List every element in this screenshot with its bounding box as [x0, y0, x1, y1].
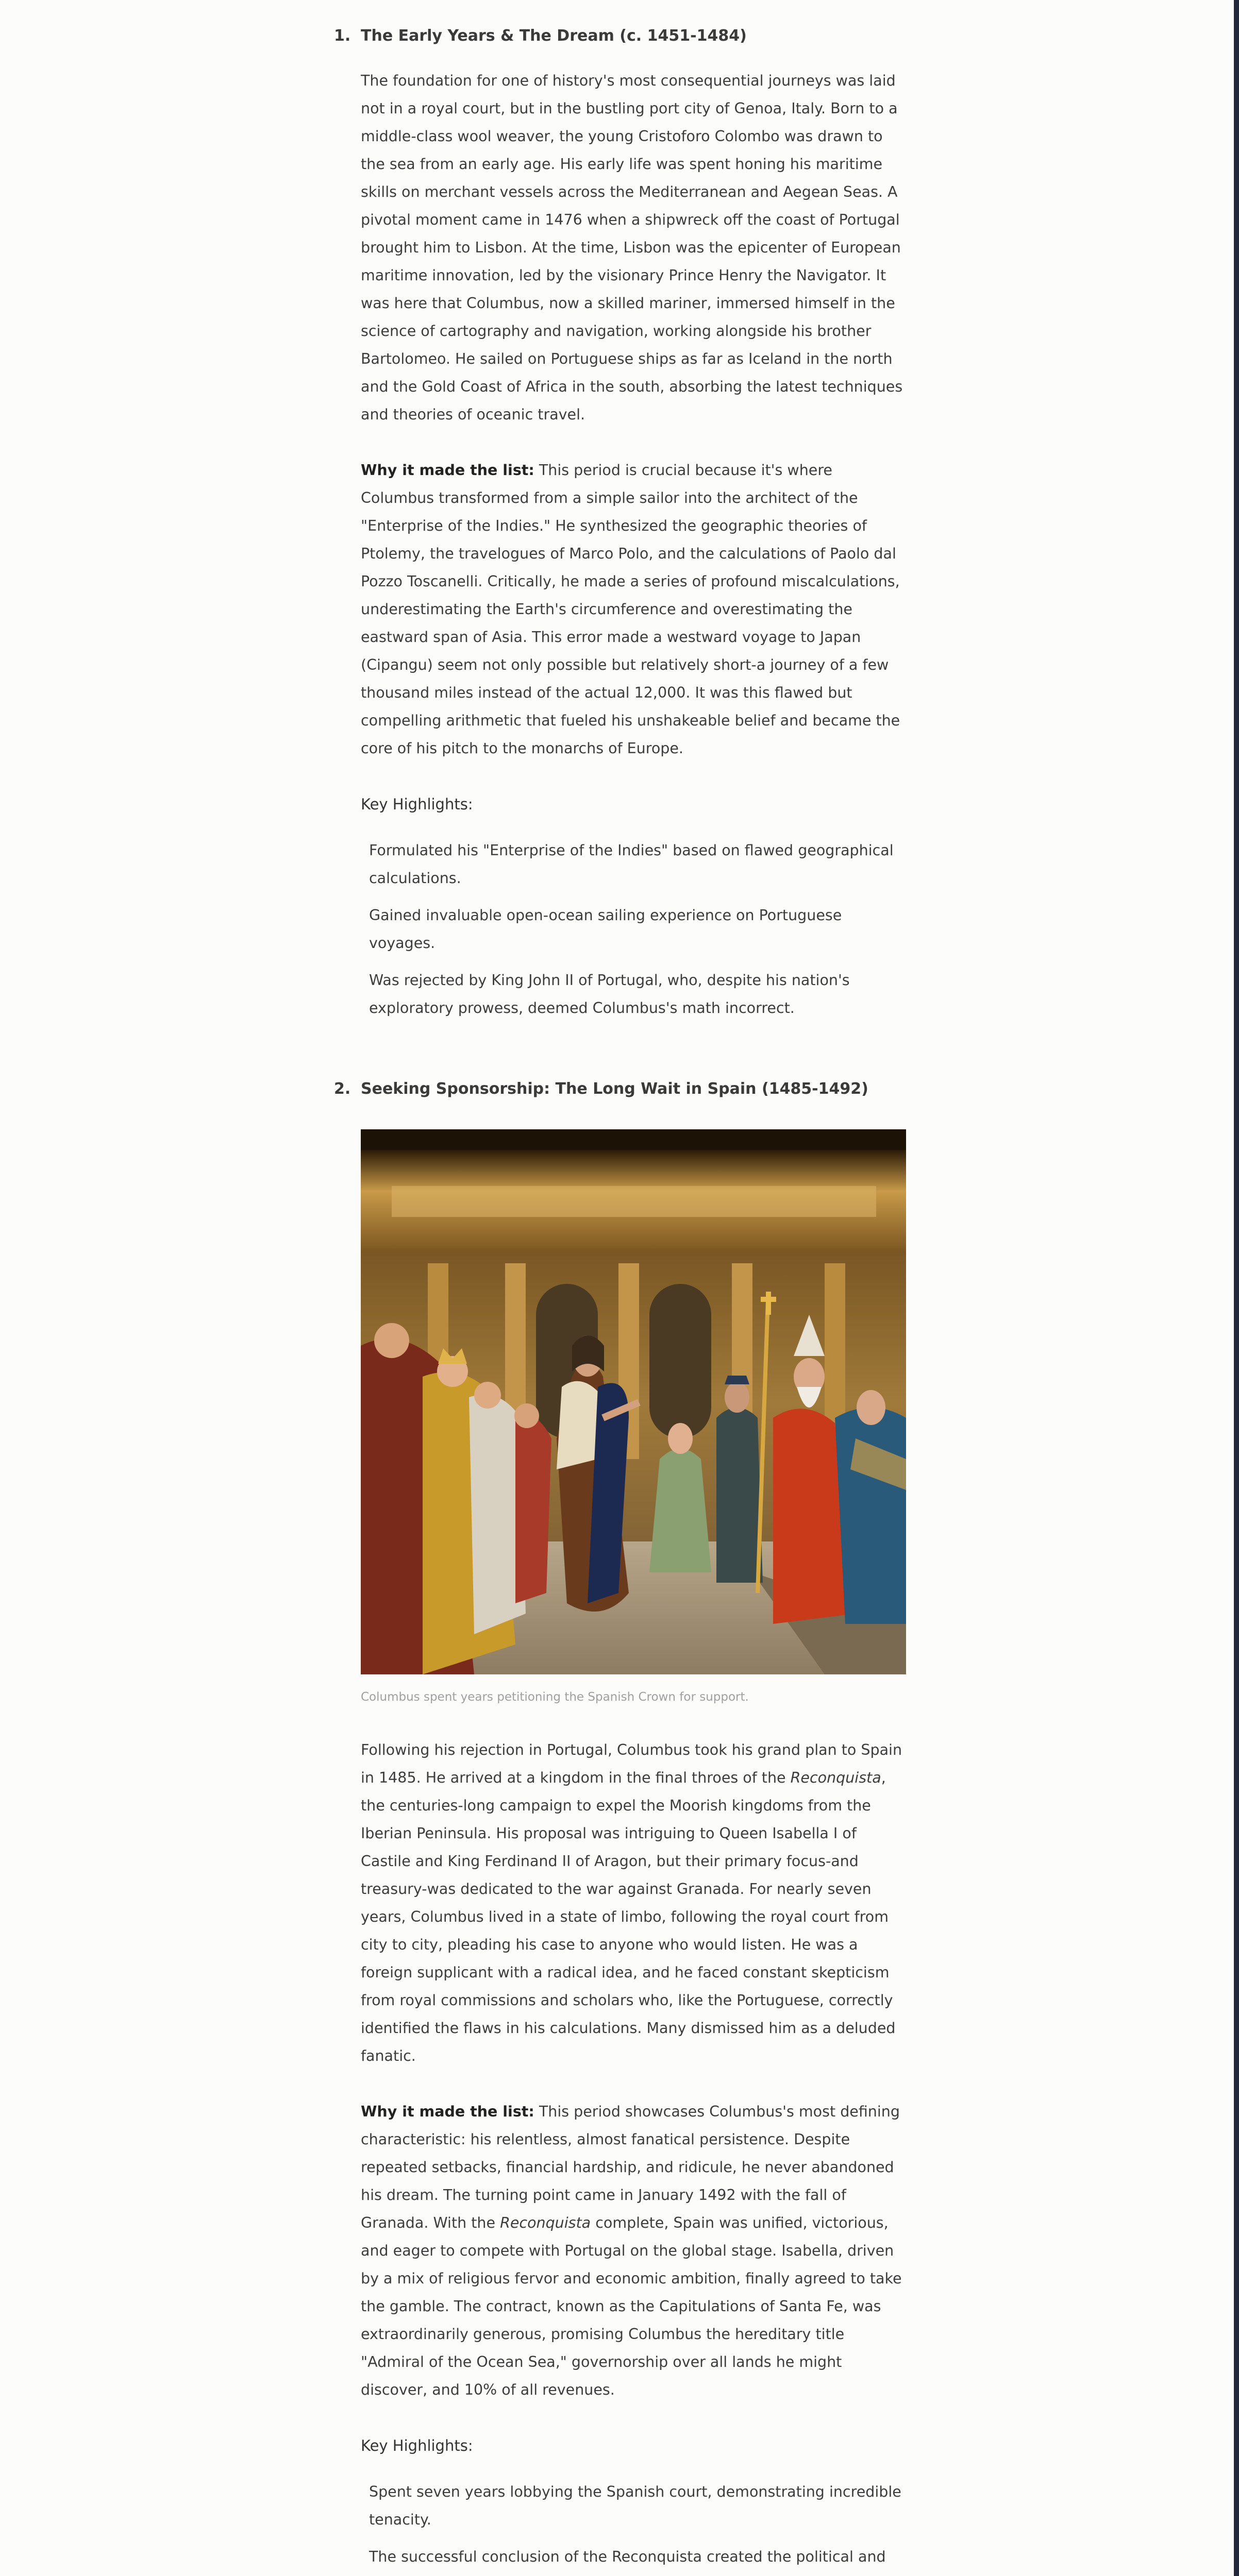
section-number: 1.: [334, 27, 351, 45]
intro-paragraph: The foundation for one of history's most consequential journeys was laid not in a royal court, but in the bustling port city of Genoa, Italy. Born to a middle-class wool weaver, the young Cristoforo Colombo was drawn to the sea from an early age. His early life was spent honing his maritime skills on merchant vessels across the Mediterranean and Aegean Seas. A pivotal moment came in 1476 when a shipwreck off the coast of Portugal brought him to Lisbon. At the time, Lisbon was the epicenter of European maritime innovation, led by the visionary Prince Henry the Navigator. It was here that Columbus, now a skilled mariner, immersed himself in the science of cartography and navigation, working alongside his brother Bartolomeo. He sailed on Portuguese ships as far as Iceland in the north and the Gold Coast of Africa in the south, absorbing the latest techniques and theories of oceanic travel.: [361, 72, 903, 423]
section-title: The Early Years & The Dream (c. 1451-1484): [361, 27, 747, 45]
spanish-court-painting: [361, 1129, 906, 1674]
list-item: Was rejected by King John II of Portugal, who, despite his nation's exploratory prowess, deemed Columbus's math incorrect.: [369, 972, 850, 1016]
italic-term: Reconquista: [500, 2214, 591, 2231]
key-highlights-heading: Key Highlights:: [361, 2437, 473, 2454]
why-label: Why it made the list:: [361, 462, 534, 479]
section-title: Seeking Sponsorship: The Long Wait in Spain (1485-1492): [361, 1080, 868, 1098]
section-body: [361, 67, 907, 1022]
key-highlights-heading: Key Highlights:: [361, 795, 473, 813]
section-seeking-sponsorship: [334, 1074, 907, 2576]
section-early-years: [334, 21, 907, 1022]
list-item: The successful conclusion of the Reconquista created the political and: [369, 2548, 886, 2565]
italic-term: Reconquista: [790, 1769, 881, 1786]
section-number: 2.: [334, 1080, 351, 1098]
list-item: Spent seven years lobbying the Spanish court, demonstrating incredible tenacity.: [369, 2483, 901, 2528]
why-label: Why it made the list:: [361, 2103, 534, 2120]
why-text: This period is crucial because it's where Columbus transformed from a simple sailor into the architect of the "Enterprise of the Indies." He synthesized the geographic theories of Ptolemy, the travelogues of Marco Polo, and the calculations of Paolo dal Pozzo Toscanelli. Critically, he made a series of profound miscalculations, underestimating the Earth's circumference and overestimating the eastward span of Asia. This error made a westward voyage to Japan (Cipangu) seem not only possible but relatively short-a journey of a few thousand miles instead of the actual 12,000. It was this flawed but compelling arithmetic that fueled his unshakeable belief and became the core of his pitch to the monarchs of Europe.: [361, 462, 900, 757]
text-segment: complete, Spain was unified, victorious, and eager to compete with Portugal on the global stage. Isabella, driven by a mix of religious fervor and economic ambition, finally agreed to take the gamble. The contract, known as the Capitulations of Santa Fe, was extraordinarily generous, promising Columbus the hereditary title "Admiral of the Ocean Sea," governorship over all lands he might discover, and 10% of all revenues.: [361, 2214, 902, 2398]
right-edge-bar: [1234, 0, 1239, 2576]
article: [334, 21, 907, 2576]
text-segment: , the centuries-long campaign to expel the Moorish kingdoms from the Iberian Peninsula. His proposal was intriguing to Queen Isabella I of Castile and King Ferdinand II of Aragon, but their primary focus-and treasury-was dedicated to the war against Granada. For nearly seven years, Columbus lived in a state of limbo, following the royal court from city to city, pleading his case to anyone who would listen. He was a foreign supplicant with a radical idea, and he faced constant skepticism from royal commissions and scholars who, like the Portuguese, correctly identified the flaws in his calculations. Many dismissed him as a deluded fanatic.: [361, 1769, 896, 2064]
text-segment: This period showcases Columbus's most defining characteristic: his relentless, almost fanatical persistence. Despite repeated setbacks, financial hardship, and ridicule, he never abandoned his dream. The turning point came in January 1492 with the fall of Granada. With the: [361, 2103, 900, 2231]
image-caption: Columbus spent years petitioning the Spanish Crown for support.: [361, 1690, 749, 1704]
key-highlights-list: [369, 837, 907, 1022]
body-paragraph: [361, 1736, 907, 2070]
list-item: Gained invaluable open-ocean sailing experience on Portuguese voyages.: [369, 907, 842, 952]
why-paragraph: [361, 2098, 907, 2404]
why-paragraph: [361, 456, 907, 762]
section-body: [361, 1129, 907, 2576]
section-heading: [334, 21, 907, 52]
key-highlights-list: [369, 2478, 907, 2576]
list-item: Formulated his "Enterprise of the Indies" based on flawed geographical calculations.: [369, 842, 894, 887]
text-segment: Following his rejection in Portugal, Columbus took his grand plan to Spain in 1485. He arrived at a kingdom in the final throes of the: [361, 1741, 902, 1786]
spanish-court-figure: [361, 1129, 906, 1707]
section-heading: [334, 1074, 907, 1105]
